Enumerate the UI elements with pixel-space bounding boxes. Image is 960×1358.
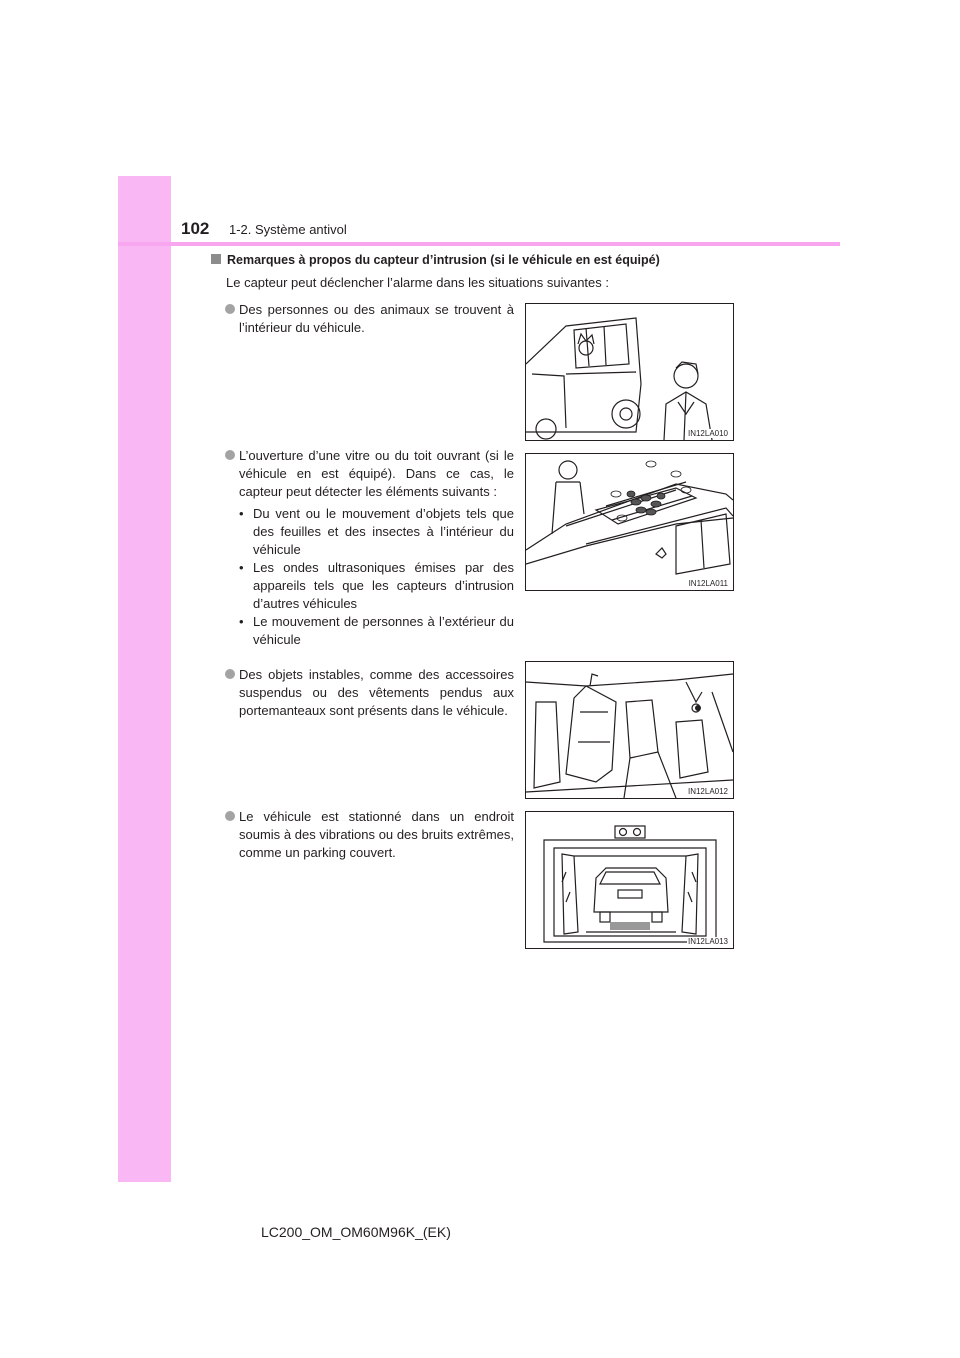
subsection-heading bbox=[211, 253, 660, 267]
dot-marker-icon: • bbox=[239, 560, 244, 575]
sub-item-wind-leaves bbox=[225, 505, 514, 559]
figure-code: IN12LA012 bbox=[687, 787, 728, 796]
dot-marker-icon: • bbox=[239, 614, 244, 629]
round-bullet-icon bbox=[225, 669, 235, 679]
sub-item-people-outside bbox=[225, 613, 514, 649]
sub-item-ultrasonic bbox=[225, 559, 514, 613]
side-tab-bar bbox=[118, 176, 171, 1182]
person-in-vehicle-illustration bbox=[526, 304, 733, 440]
figure-code: IN12LA013 bbox=[687, 937, 728, 946]
list-item-text: Des personnes ou des animaux se trouvent à l’intérieur du véhicule. bbox=[239, 302, 514, 335]
header-rule bbox=[118, 242, 840, 246]
intro-paragraph: Le capteur peut déclencher l’alarme dans les situations suivantes : bbox=[226, 275, 609, 290]
figure-hanging-clothes bbox=[525, 661, 734, 799]
page-number: 102 bbox=[181, 219, 210, 238]
list-item-vibration-parking bbox=[225, 808, 514, 862]
list-item-unstable-objects bbox=[225, 666, 514, 720]
list-item-window-sunroof bbox=[225, 447, 514, 649]
list-item-people-animals bbox=[225, 301, 514, 337]
figure-car-wash-garage bbox=[525, 811, 734, 949]
list-item-text: L’ouverture d’une vitre ou du toit ouvrant (si le véhicule en est équipé). Dans ce cas, le capteur peut détecter les éléments suivants : bbox=[239, 448, 514, 499]
heading-text: Remarques à propos du capteur d’intrusion (si le véhicule en est équipé) bbox=[227, 253, 660, 267]
hanging-clothes-illustration bbox=[526, 662, 733, 798]
sub-item-text: Les ondes ultrasoniques émises par des appareils tels que les capteurs d’intrusion d’autres véhicules bbox=[253, 560, 514, 611]
sub-item-text: Du vent ou le mouvement d’objets tels que des feuilles et des insectes à l’intérieur du véhicule bbox=[253, 506, 514, 557]
document-footer-code: LC200_OM_OM60M96K_(EK) bbox=[261, 1224, 451, 1240]
round-bullet-icon bbox=[225, 811, 235, 821]
open-sunroof-illustration bbox=[526, 454, 733, 590]
round-bullet-icon bbox=[225, 304, 235, 314]
section-title: 1-2. Système antivol bbox=[229, 222, 347, 237]
dot-marker-icon: • bbox=[239, 506, 244, 521]
sub-item-text: Le mouvement de personnes à l’extérieur du véhicule bbox=[253, 614, 514, 647]
figure-person-in-vehicle bbox=[525, 303, 734, 441]
figure-code: IN12LA011 bbox=[688, 579, 728, 588]
figure-code: IN12LA010 bbox=[687, 429, 728, 438]
car-wash-garage-illustration bbox=[526, 812, 733, 948]
round-bullet-icon bbox=[225, 450, 235, 460]
figure-open-sunroof bbox=[525, 453, 734, 591]
square-bullet-icon bbox=[211, 254, 221, 264]
list-item-text: Le véhicule est stationné dans un endroit soumis à des vibrations ou des bruits extrêmes, comme un parking couvert. bbox=[239, 809, 514, 860]
list-item-text: Des objets instables, comme des accessoires suspendus ou des vêtements pendus aux portemanteaux sont présents dans le véhicule. bbox=[239, 667, 514, 718]
